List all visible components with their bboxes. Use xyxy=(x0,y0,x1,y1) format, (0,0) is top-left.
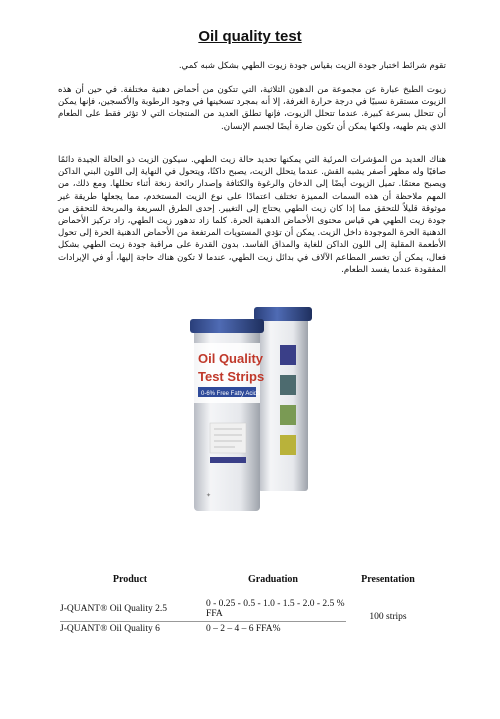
strip-band xyxy=(210,457,246,463)
color-swatch-3 xyxy=(280,405,296,425)
oil-composition-paragraph: زيوت الطبخ عبارة عن مجموعة من الدهون الثلاثية، التي تتكون من أحماض دهنية مختلفة. في حين أن هذه الزيوت مستقرة نسبيًا في درجة حرارة الغرفة، إلا أنه بمجرد تسخينها في وجود الرطوبة والأكسجين، فإنها يمكن أن تتحلل بسرعة كبيرة. عندما تتحلل الزيوت، فإنها تطلق العديد من المنتجات التي لا تؤثر فقط على الطعام الذي يتم طهيه، ولكنها يمكن أن تكون ضارة أيضًا لجسم الإنسان. xyxy=(58,85,446,132)
strip-panel xyxy=(210,423,246,453)
graduation-value: 0 – 2 – 4 – 6 FFA% xyxy=(206,624,281,634)
product-name: J-QUANT® Oil Quality 2.5 xyxy=(60,604,167,614)
product-label-small: 0-6% Free Fatty Acids xyxy=(201,391,261,397)
table-header-row xyxy=(60,574,430,597)
oil-indicators-paragraph: هناك العديد من المؤشرات المرئية التي يمكنها تحديد حالة زيت الطهي. سيكون الزيت ذو الحالة الجيدة دائمًا صافيًا وله مظهر أصفر يشبه القش. عندما يتحلل الزيت، يصبح داكنًا، ويتحول في النهاية إلى اللون البني الداكن ويصبح معتمًا. تميل الزيوت أيضًا إلى الدخان والرغوة والكثافة وإصدار رائحة زنخة أثناء تحللها. ومع ذلك، من المهم ملاحظة أن هذه السمات المميزة تختلف اعتمادًا على نوع الزيت المستخدم، مما يجعلها طريقة غير موثوقة قليلاً للتحقق مما إذا كان زيت الطهي يحتاج إلى التغيير. إحدى الطرق السريعة والمربحة للتحقق من جودة زيت الطهي هي قياس محتوى الأحماض الدهنية الحرة. كلما زاد تدهور زيت الطهي، زاد تركيز الأحماض الدهنية الحرة الموجودة داخل الزيت. يمكن أن تؤدي المستويات المرتفعة من الأحماض الدهنية الحرة إلى تحول الأطعمة المقلية إلى اللون الداكن للغاية والمذاق الفاسد. بدون القدرة على مراقبة جودة زيت الطهي بشكل فعال، يمكن أن تخسر المطاعم الآلاف في بدائل زيت الطهي، عندما لا تكون هناك حاجة إليها، أو في الإيرادات المفقودة عندما يفسد الطعام. xyxy=(58,155,446,275)
back-tube xyxy=(258,311,308,491)
front-tube-cap xyxy=(190,319,264,333)
back-tube-cap xyxy=(254,307,312,321)
table-row xyxy=(60,597,430,621)
header-product: Product xyxy=(112,574,148,585)
product-name: J-QUANT® Oil Quality 6 xyxy=(60,624,160,634)
header-graduation: Graduation xyxy=(247,574,298,585)
presentation-value: 100 strips xyxy=(369,611,407,622)
product-label-line1: Oil Quality xyxy=(198,351,264,366)
product-spec-table xyxy=(60,574,430,636)
header-presentation: Presentation xyxy=(361,574,415,585)
color-swatch-2 xyxy=(280,375,296,395)
page-title: Oil quality test xyxy=(198,28,302,45)
product-photo xyxy=(180,305,320,515)
brand-mark: ✦ xyxy=(206,493,212,499)
color-swatch-4 xyxy=(280,435,296,455)
product-label-line2: Test Strips xyxy=(198,369,265,384)
color-swatch-1 xyxy=(280,345,296,365)
intro-paragraph: تقوم شرائط اختبار جودة الزيت بقياس جودة زيوت الطهي بشكل شبه كمي. xyxy=(178,61,446,71)
graduation-value: 0 - 0.25 - 0.5 - 1.0 - 1.5 - 2.0 - 2.5 % FFA xyxy=(206,599,345,619)
